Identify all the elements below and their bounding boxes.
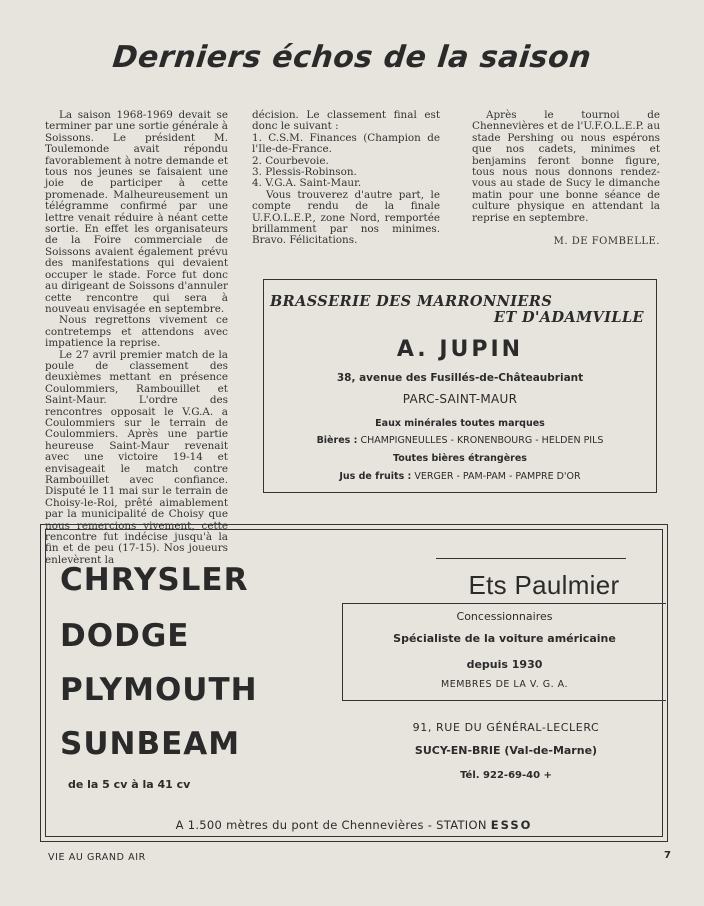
brasserie-address: 38, avenue des Fusillés-de-Châteaubriant xyxy=(336,372,584,384)
brasserie-name: BRASSERIE DES MARRONNIERS xyxy=(270,293,553,310)
dealer-members: MEMBRES DE LA V. G. A. xyxy=(441,679,568,690)
list-item: 1. C.S.M. Finances (Champion de l'Ile-de-France. xyxy=(252,131,440,156)
dealer-since: depuis 1930 xyxy=(466,658,543,671)
juices-label: Jus de fruits : xyxy=(339,471,412,482)
dealer-name: Ets Paulmier xyxy=(434,570,654,601)
dealer-role: Concessionnaires xyxy=(456,610,553,623)
paragraph: Après le tournoi de Chennevières et de l'U.F.O.L.E.P. au stade Pershing ou nous espérons que nos cadets, minimes et benjamins feront bonne figure, tous nous nous donnons rendez-vous au stade de Sucy le dimanche matin pour une bonne séance de culture physique en attendant la reprise en septembre. xyxy=(472,109,661,224)
dealer-box xyxy=(342,603,666,701)
car-dealer-advertisement xyxy=(40,524,668,842)
brand-chrysler: CHRYSLER xyxy=(60,562,249,598)
magazine-name: VIE AU GRAND AIR xyxy=(48,852,146,863)
paragraph: La saison 1968-1969 devait se terminer par une sortie générale à Soissons. Le président M. Toulemonde avait répondu favorablement à notre demande et tous nos jeunes se faisaient une joie de participer à cette promenade. Malheureusement un télégramme confirmé par une lettre venait réduire à néant cette sortie. En effet les organisateurs de la Foire commerciale de Soissons avaient également prévu des manifestations qui devaient occuper le stade. Force fut donc au dirigeant de Soissons d'annuler cette rencontre qui sera à nouveau envisagée en septembre. xyxy=(45,109,228,315)
dealer-location xyxy=(46,818,662,832)
article-title: Derniers échos de la saison xyxy=(110,40,594,75)
ad-inner-frame xyxy=(45,529,663,837)
dealer-street: 91, RUE DU GÉNÉRAL-LECLERC xyxy=(412,721,600,734)
brand-sunbeam: SUNBEAM xyxy=(60,726,241,762)
brasserie-city: PARC-SAINT-MAUR xyxy=(402,392,518,406)
paragraph: Nous regrettons vivement ce contretemps et attendons avec impatience la reprise. xyxy=(45,314,228,350)
juices-line xyxy=(264,471,656,482)
list-item: 2. Courbevoie. xyxy=(252,154,329,167)
brand-dodge: DODGE xyxy=(60,618,190,654)
paragraph: décision. Le classement final est donc le suivant : xyxy=(252,109,440,133)
brand-plymouth: PLYMOUTH xyxy=(60,672,258,708)
dealer-town: SUCY-EN-BRIE (Val-de-Marne) xyxy=(414,744,598,757)
beers-line xyxy=(264,435,656,446)
article-column-3 xyxy=(472,110,660,247)
paragraph: Le 27 avril premier match de la poule de classement des deuxièmes mettant en présence Coulommiers, Rambouillet et Saint-Maur. L'ordre des rencontres opposait le V.G.A. a Coulommiers sur le terrain de Coulommiers. Après une partie heureuse Saint-Maur revenait avec une victoire 19-14 et envisageait le match contre Rambouillet avec confiance. Disputé le 11 mai sur le terrain de Choisy-le-Roi, prêté aimablement par la municipalité de Choisy que nous remercions vivement, cette rencontre fut indécise jusqu'à la fin et de peu (17-15). Nos joueurs enlevèrent la xyxy=(45,348,228,566)
location-text: A 1.500 mètres du pont de Chennevières - STATION xyxy=(175,818,487,832)
brasserie-advertisement xyxy=(263,279,657,493)
beers-list: CHAMPIGNEULLES - KRONENBOURG - HELDEN PILS xyxy=(360,435,604,446)
list-item: 4. V.G.A. Saint-Maur. xyxy=(252,177,362,190)
dealer-phone: Tél. 922-69-40 + xyxy=(460,770,552,781)
foreign-beers: Toutes bières étrangères xyxy=(393,453,527,464)
horsepower-range: de la 5 cv à la 41 cv xyxy=(68,778,191,791)
beers-label: Bières : xyxy=(316,435,358,446)
signature: M. DE FOMBELLE. xyxy=(553,236,660,248)
article-column-1 xyxy=(45,110,228,566)
paragraph: Vous trouverez d'autre part, le compte rendu de la finale U.F.O.L.E.P., zone Nord, remportée brillamment par nos minimes. Bravo. Félicitations. xyxy=(252,188,440,247)
list-item: 3. Plessis-Robinson. xyxy=(252,166,357,179)
owner-name: A. JUPIN xyxy=(396,337,524,362)
mineral-waters: Eaux minérales toutes marques xyxy=(375,418,545,429)
brasserie-name-2: ET D'ADAMVILLE xyxy=(493,309,644,326)
page-number: 7 xyxy=(664,850,671,861)
station-brand: ESSO xyxy=(490,818,533,832)
dealer-specialty: Spécialiste de la voiture américaine xyxy=(393,632,616,645)
juices-list: VERGER - PAM-PAM - PAMPRE D'OR xyxy=(414,471,581,482)
article-column-2 xyxy=(252,110,440,247)
divider xyxy=(436,558,626,559)
